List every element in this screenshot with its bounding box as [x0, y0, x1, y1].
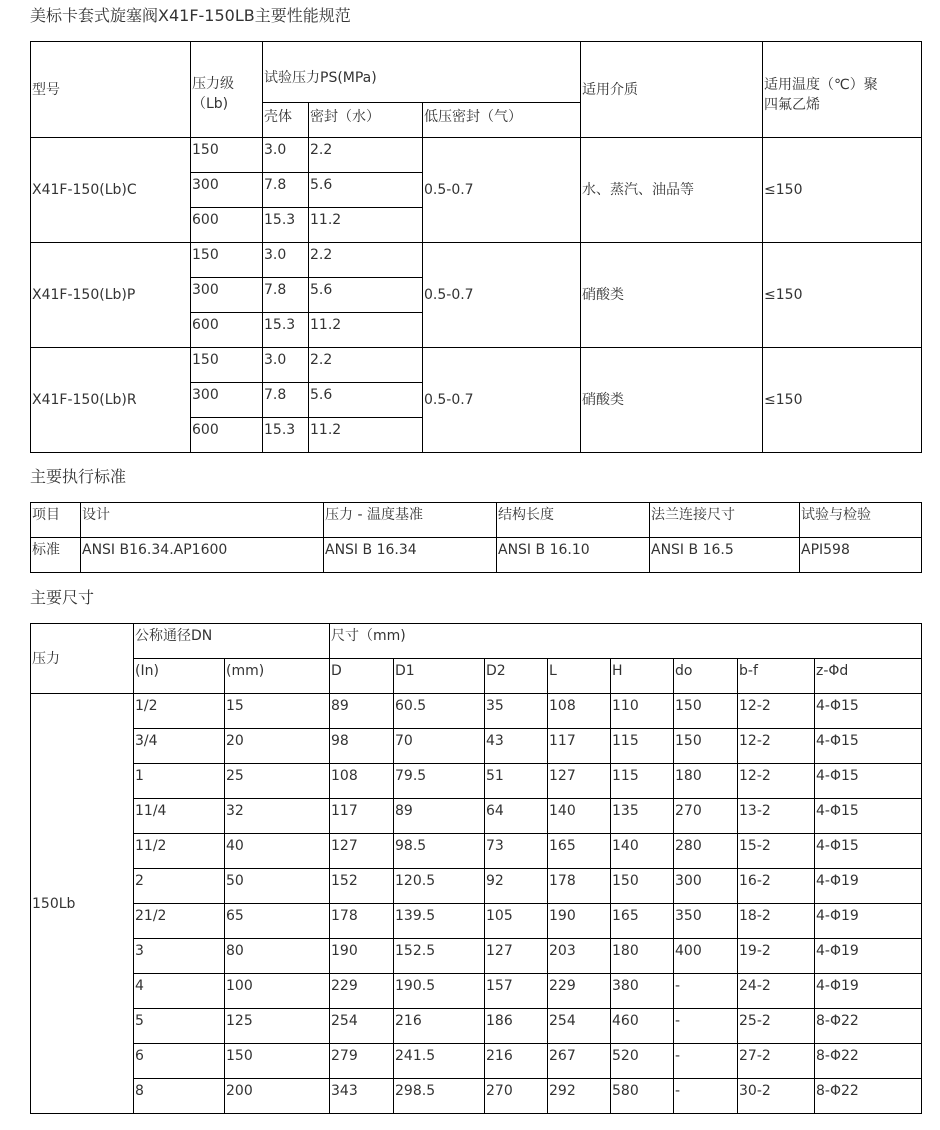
do-cell: 280	[674, 834, 738, 869]
medium-cell: 硝酸类	[581, 243, 763, 348]
bf-header: b-f	[738, 659, 815, 694]
d1-cell: 60.5	[394, 694, 485, 729]
bf-cell: 12-2	[738, 694, 815, 729]
standards-cell: ANSI B 16.5	[650, 538, 800, 573]
bf-cell: 15-2	[738, 834, 815, 869]
l-cell: 178	[548, 869, 611, 904]
shell-cell: 15.3	[263, 418, 309, 453]
size-header: 尺寸（mm)	[330, 624, 922, 659]
h-cell: 140	[611, 834, 674, 869]
dn-mm-cell: 100	[225, 974, 330, 1009]
h-cell: 460	[611, 1009, 674, 1044]
dn-mm-cell: 50	[225, 869, 330, 904]
medium-cell: 水、蒸汽、油品等	[581, 138, 763, 243]
zd-cell: 8-Φ22	[815, 1009, 922, 1044]
dn-mm-cell: 125	[225, 1009, 330, 1044]
do-cell: 270	[674, 799, 738, 834]
h-cell: 520	[611, 1044, 674, 1079]
seal-cell: 11.2	[309, 313, 423, 348]
l-cell: 203	[548, 939, 611, 974]
d2-cell: 43	[485, 729, 548, 764]
low-seal-cell: 0.5-0.7	[423, 138, 581, 243]
d-cell: 89	[330, 694, 394, 729]
dn-mm-cell: 32	[225, 799, 330, 834]
dn-mm-cell: 200	[225, 1079, 330, 1114]
temp-cell: ≤150	[763, 243, 922, 348]
seal-cell: 11.2	[309, 418, 423, 453]
dn-mm-cell: 25	[225, 764, 330, 799]
table-row	[31, 799, 922, 834]
dn-inch-cell: 11/2	[134, 834, 225, 869]
model-cell: X41F-150(Lb)P	[31, 243, 191, 348]
table-row	[31, 694, 922, 729]
header-model: 型号	[31, 42, 191, 138]
pressure-class-cell: 300	[191, 278, 263, 313]
standards-header-cell: 设计	[81, 503, 324, 538]
d-header: D	[330, 659, 394, 694]
zd-cell: 8-Φ22	[815, 1044, 922, 1079]
shell-cell: 3.0	[263, 243, 309, 278]
shell-cell: 7.8	[263, 383, 309, 418]
dn-inch-cell: 1	[134, 764, 225, 799]
in-header: (In)	[134, 659, 225, 694]
h-cell: 380	[611, 974, 674, 1009]
do-header: do	[674, 659, 738, 694]
pressure-class-cell: 600	[191, 208, 263, 243]
pressure-class-cell: 150	[191, 138, 263, 173]
bf-cell: 12-2	[738, 729, 815, 764]
dn-mm-cell: 15	[225, 694, 330, 729]
d2-cell: 92	[485, 869, 548, 904]
d2-cell: 157	[485, 974, 548, 1009]
shell-cell: 15.3	[263, 313, 309, 348]
d-cell: 152	[330, 869, 394, 904]
d-cell: 178	[330, 904, 394, 939]
d2-cell: 64	[485, 799, 548, 834]
standards-cell: 标准	[31, 538, 81, 573]
pressure-class-cell: 150	[191, 243, 263, 278]
l-cell: 127	[548, 764, 611, 799]
seal-cell: 5.6	[309, 173, 423, 208]
do-cell: 180	[674, 764, 738, 799]
do-cell: -	[674, 1079, 738, 1114]
pressure-class-cell: 300	[191, 383, 263, 418]
table-row	[31, 904, 922, 939]
table-row	[31, 729, 922, 764]
standards-cell: ANSI B16.34.AP1600	[81, 538, 324, 573]
d2-cell: 216	[485, 1044, 548, 1079]
zd-cell: 4-Φ15	[815, 694, 922, 729]
l-cell: 108	[548, 694, 611, 729]
standards-cell: ANSI B 16.10	[497, 538, 650, 573]
l-cell: 254	[548, 1009, 611, 1044]
d1-cell: 120.5	[394, 869, 485, 904]
d1-cell: 89	[394, 799, 485, 834]
header-pressure-class: 压力级（Lb)	[191, 42, 263, 138]
table-row	[31, 1009, 922, 1044]
do-cell: 400	[674, 939, 738, 974]
h-cell: 115	[611, 764, 674, 799]
model-cell: X41F-150(Lb)C	[31, 138, 191, 243]
d1-header: D1	[394, 659, 485, 694]
dn-mm-cell: 20	[225, 729, 330, 764]
shell-cell: 7.8	[263, 173, 309, 208]
pressure-value-cell: 150Lb	[31, 694, 134, 1114]
bf-cell: 19-2	[738, 939, 815, 974]
table-row	[31, 869, 922, 904]
mm-header: (mm)	[225, 659, 330, 694]
dn-inch-cell: 21/2	[134, 904, 225, 939]
l-cell: 165	[548, 834, 611, 869]
zd-cell: 4-Φ15	[815, 729, 922, 764]
d-cell: 279	[330, 1044, 394, 1079]
dimensions-title: 主要尺寸	[30, 588, 95, 607]
nominal-header: 公称通径DN	[134, 624, 330, 659]
model-cell: X41F-150(Lb)R	[31, 348, 191, 453]
dimensions-table	[30, 623, 922, 1114]
h-header: H	[611, 659, 674, 694]
l-cell: 229	[548, 974, 611, 1009]
do-cell: 350	[674, 904, 738, 939]
standards-header-cell: 法兰连接尺寸	[650, 503, 800, 538]
table-row	[31, 974, 922, 1009]
zd-cell: 8-Φ22	[815, 1079, 922, 1114]
header-low-seal-gas: 低压密封（气）	[423, 103, 581, 138]
do-cell: 150	[674, 694, 738, 729]
h-cell: 135	[611, 799, 674, 834]
d1-cell: 216	[394, 1009, 485, 1044]
dn-inch-cell: 5	[134, 1009, 225, 1044]
bf-cell: 18-2	[738, 904, 815, 939]
shell-cell: 15.3	[263, 208, 309, 243]
bf-cell: 24-2	[738, 974, 815, 1009]
dn-inch-cell: 3	[134, 939, 225, 974]
page-title: 美标卡套式旋塞阀X41F-150LB主要性能规范	[30, 6, 351, 25]
h-cell: 580	[611, 1079, 674, 1114]
d-cell: 117	[330, 799, 394, 834]
h-cell: 110	[611, 694, 674, 729]
table-row	[31, 939, 922, 974]
do-cell: -	[674, 1044, 738, 1079]
shell-cell: 3.0	[263, 138, 309, 173]
seal-cell: 2.2	[309, 243, 423, 278]
d1-cell: 139.5	[394, 904, 485, 939]
h-cell: 150	[611, 869, 674, 904]
medium-cell: 硝酸类	[581, 348, 763, 453]
h-cell: 115	[611, 729, 674, 764]
l-cell: 267	[548, 1044, 611, 1079]
pressure-class-cell: 600	[191, 313, 263, 348]
dn-mm-cell: 150	[225, 1044, 330, 1079]
standards-header-cell: 试验与检验	[800, 503, 922, 538]
dn-inch-cell: 6	[134, 1044, 225, 1079]
pressure-header: 压力	[31, 624, 134, 694]
dn-mm-cell: 65	[225, 904, 330, 939]
low-seal-cell: 0.5-0.7	[423, 243, 581, 348]
standards-title: 主要执行标准	[30, 467, 127, 486]
d2-cell: 270	[485, 1079, 548, 1114]
low-seal-cell: 0.5-0.7	[423, 348, 581, 453]
dimensions-subheader-row	[31, 659, 922, 694]
standards-cell: ANSI B 16.34	[324, 538, 497, 573]
d-cell: 343	[330, 1079, 394, 1114]
table-row	[31, 1079, 922, 1114]
d2-cell: 127	[485, 939, 548, 974]
performance-table	[30, 41, 922, 453]
d2-cell: 73	[485, 834, 548, 869]
table-row	[31, 764, 922, 799]
d2-cell: 186	[485, 1009, 548, 1044]
bf-cell: 12-2	[738, 764, 815, 799]
dn-mm-cell: 80	[225, 939, 330, 974]
h-cell: 180	[611, 939, 674, 974]
header-seal-water: 密封（水）	[309, 103, 423, 138]
shell-cell: 3.0	[263, 348, 309, 383]
standards-header-cell: 项目	[31, 503, 81, 538]
d2-header: D2	[485, 659, 548, 694]
seal-cell: 11.2	[309, 208, 423, 243]
bf-cell: 30-2	[738, 1079, 815, 1114]
l-header: L	[548, 659, 611, 694]
bf-cell: 16-2	[738, 869, 815, 904]
pressure-class-cell: 150	[191, 348, 263, 383]
l-cell: 117	[548, 729, 611, 764]
table-row	[31, 834, 922, 869]
d-cell: 254	[330, 1009, 394, 1044]
d1-cell: 152.5	[394, 939, 485, 974]
do-cell: -	[674, 974, 738, 1009]
table-row	[31, 1044, 922, 1079]
l-cell: 190	[548, 904, 611, 939]
dn-inch-cell: 8	[134, 1079, 225, 1114]
d1-cell: 98.5	[394, 834, 485, 869]
header-test-pressure: 试验压力PS(MPa)	[263, 42, 581, 103]
d-cell: 98	[330, 729, 394, 764]
dn-inch-cell: 3/4	[134, 729, 225, 764]
do-cell: -	[674, 1009, 738, 1044]
pressure-class-cell: 300	[191, 173, 263, 208]
standards-header-cell: 结构长度	[497, 503, 650, 538]
zd-header: z-Φd	[815, 659, 922, 694]
zd-cell: 4-Φ15	[815, 799, 922, 834]
l-cell: 140	[548, 799, 611, 834]
dn-mm-cell: 40	[225, 834, 330, 869]
seal-cell: 5.6	[309, 278, 423, 313]
seal-cell: 2.2	[309, 348, 423, 383]
bf-cell: 13-2	[738, 799, 815, 834]
zd-cell: 4-Φ19	[815, 939, 922, 974]
do-cell: 150	[674, 729, 738, 764]
temp-cell: ≤150	[763, 348, 922, 453]
dn-inch-cell: 1/2	[134, 694, 225, 729]
zd-cell: 4-Φ19	[815, 904, 922, 939]
zd-cell: 4-Φ19	[815, 869, 922, 904]
d2-cell: 51	[485, 764, 548, 799]
seal-cell: 5.6	[309, 383, 423, 418]
dn-inch-cell: 11/4	[134, 799, 225, 834]
dn-inch-cell: 2	[134, 869, 225, 904]
d1-cell: 298.5	[394, 1079, 485, 1114]
header-temp: 适用温度（℃）聚四氟乙烯	[763, 42, 922, 138]
dn-inch-cell: 4	[134, 974, 225, 1009]
zd-cell: 4-Φ19	[815, 974, 922, 1009]
shell-cell: 7.8	[263, 278, 309, 313]
bf-cell: 27-2	[738, 1044, 815, 1079]
d1-cell: 79.5	[394, 764, 485, 799]
standards-cell: API598	[800, 538, 922, 573]
header-shell: 壳体	[263, 103, 309, 138]
do-cell: 300	[674, 869, 738, 904]
pressure-class-cell: 600	[191, 418, 263, 453]
seal-cell: 2.2	[309, 138, 423, 173]
d-cell: 229	[330, 974, 394, 1009]
zd-cell: 4-Φ15	[815, 834, 922, 869]
d2-cell: 35	[485, 694, 548, 729]
d-cell: 190	[330, 939, 394, 974]
bf-cell: 25-2	[738, 1009, 815, 1044]
standards-table	[30, 502, 922, 573]
d2-cell: 105	[485, 904, 548, 939]
d-cell: 108	[330, 764, 394, 799]
d1-cell: 190.5	[394, 974, 485, 1009]
h-cell: 165	[611, 904, 674, 939]
zd-cell: 4-Φ15	[815, 764, 922, 799]
l-cell: 292	[548, 1079, 611, 1114]
d1-cell: 241.5	[394, 1044, 485, 1079]
standards-header-cell: 压力 - 温度基准	[324, 503, 497, 538]
temp-cell: ≤150	[763, 138, 922, 243]
d-cell: 127	[330, 834, 394, 869]
d1-cell: 70	[394, 729, 485, 764]
header-medium: 适用介质	[581, 42, 763, 138]
